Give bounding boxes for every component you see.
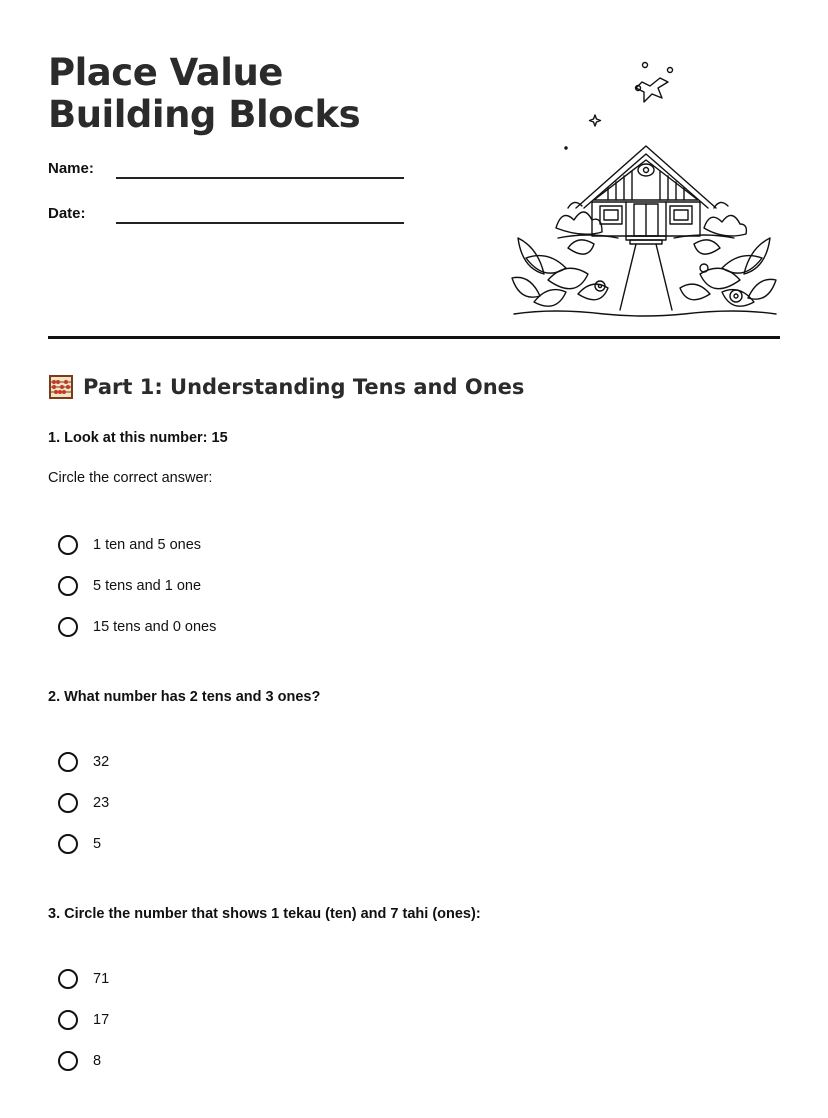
radio-circle[interactable] [58,576,78,596]
question-2-option-3[interactable] [58,832,101,856]
radio-circle[interactable] [58,969,78,989]
option-label: 1 ten and 5 ones [93,537,202,553]
question-2-prompt: 2. What number has 2 tens and 3 ones? [48,689,321,705]
question-3-option-1[interactable] [58,967,109,991]
date-label: Date: [48,205,86,222]
question-3-option-3[interactable] [58,1049,101,1073]
radio-circle[interactable] [58,1010,78,1030]
worksheet-title: Place Value Building Blocks [48,51,361,136]
question-3-option-2[interactable] [58,1008,109,1032]
date-field[interactable] [48,205,404,222]
abacus-icon [48,374,74,400]
option-label: 15 tens and 0 ones [93,619,217,635]
question-1-option-2[interactable] [58,574,201,598]
part1-title: Part 1: Understanding Tens and Ones [83,375,525,399]
radio-circle[interactable] [58,617,78,637]
name-label: Name: [48,160,94,177]
radio-circle[interactable] [58,752,78,772]
part1-heading [48,374,524,400]
option-label: 8 [93,1053,102,1069]
question-2-option-1[interactable] [58,750,109,774]
section-divider [48,336,780,339]
question-3-prompt: 3. Circle the number that shows 1 tekau (ten) and 7 tahi (ones): [48,906,481,922]
option-label: 17 [93,1012,110,1028]
radio-circle[interactable] [58,834,78,854]
option-label: 71 [93,971,110,987]
option-label: 32 [93,754,110,770]
date-write-line[interactable] [116,221,404,224]
option-label: 5 tens and 1 one [93,578,202,594]
name-write-line[interactable] [116,176,404,179]
meeting-house-garden-illustration [508,58,780,320]
question-1-option-1[interactable] [58,533,201,557]
question-1-prompt: 1. Look at this number: 15 [48,430,228,446]
radio-circle[interactable] [58,793,78,813]
radio-circle[interactable] [58,535,78,555]
question-1-option-3[interactable] [58,615,216,639]
radio-circle[interactable] [58,1051,78,1071]
option-label: 23 [93,795,110,811]
question-1-instruction: Circle the correct answer: [48,470,213,486]
name-field[interactable] [48,160,404,177]
question-2-option-2[interactable] [58,791,109,815]
option-label: 5 [93,836,102,852]
